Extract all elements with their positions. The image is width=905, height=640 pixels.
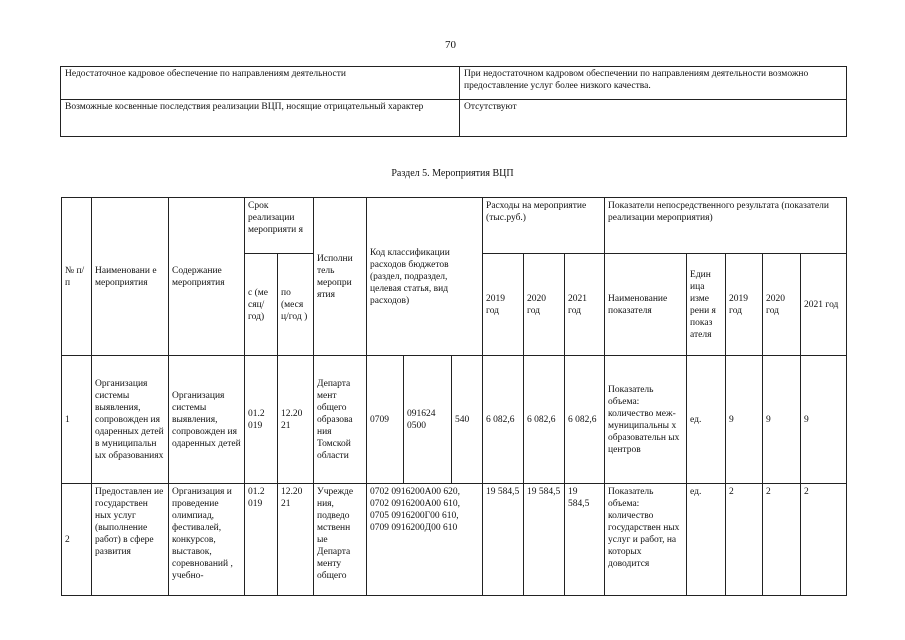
row-executor: Учрежде ния, подведо мственн ые Департа менту общего <box>314 484 367 596</box>
row-code-article: 091624 0500 <box>404 356 452 484</box>
header-exp-2021: 2021 год <box>565 254 605 356</box>
header-ind-2019: 2019 год <box>726 254 763 356</box>
header-code: Код классификации расходов бюджетов (раздел, подраздел, целевая статья, вид расходов) <box>367 198 483 356</box>
row-value-2019: 9 <box>726 356 763 484</box>
row-indicator-name: Показатель объема: количество меж-муниципальны х образовательн ых центров <box>605 356 687 484</box>
risk-consequence: Отсутствуют <box>460 100 847 137</box>
row-unit: ед. <box>687 356 726 484</box>
row-exp-2021: 19 584,5 <box>565 484 605 596</box>
row-exp-2019: 6 082,6 <box>483 356 524 484</box>
row-exp-2020: 19 584,5 <box>524 484 565 596</box>
page-number: 70 <box>445 39 456 51</box>
risk-row <box>61 67 847 100</box>
row-exp-2021: 6 082,6 <box>565 356 605 484</box>
row-value-2020: 9 <box>763 356 801 484</box>
row-value-2020: 2 <box>763 484 801 596</box>
header-executor: Исполни тель меропри ятия <box>314 198 367 356</box>
row-from: 01.2 019 <box>245 484 278 596</box>
row-exp-2019: 19 584,5 <box>483 484 524 596</box>
row-content: Организация системы выявления, сопровожден ия одаренных детей <box>169 356 245 484</box>
header-name: Наименовани е мероприятия <box>92 198 169 356</box>
risk-consequence: При недостаточном кадровом обеспечении по направлениям деятельности возможно предоставление услуг более низкого качества. <box>460 67 847 100</box>
header-unit: Един ица изме рени я показ ателя <box>687 254 726 356</box>
header-term: Срок реализации мероприяти я <box>245 198 314 254</box>
row-to: 12.20 21 <box>278 356 314 484</box>
risk-description: Возможные косвенные последствия реализации ВЦП, носящие отрицательный характер <box>61 100 460 137</box>
header-exp-2020: 2020 год <box>524 254 565 356</box>
section-title: Раздел 5. Мероприятия ВЦП <box>391 168 514 179</box>
header-row <box>62 198 847 254</box>
header-exp-2019: 2019 год <box>483 254 524 356</box>
measures-table <box>61 197 847 596</box>
row-code-section: 0709 <box>367 356 404 484</box>
row-to: 12.20 21 <box>278 484 314 596</box>
risk-table <box>60 66 847 137</box>
risk-row <box>61 100 847 137</box>
row-from: 01.2 019 <box>245 356 278 484</box>
row-name: Предоставлен ие государствен ных услуг (выполнение работ) в сфере развития <box>92 484 169 596</box>
row-codes: 0702 0916200А00 620, 0702 0916200А00 610, 0705 0916200Г00 610, 0709 0916200Д00 610 <box>367 484 483 596</box>
table-row <box>62 484 847 596</box>
row-value-2021: 9 <box>801 356 847 484</box>
header-expenses: Расходы на мероприятие (тыс.руб.) <box>483 198 605 254</box>
row-num: 1 <box>62 356 92 484</box>
row-value-2021: 2 <box>801 484 847 596</box>
row-exp-2020: 6 082,6 <box>524 356 565 484</box>
row-code-type: 540 <box>452 356 483 484</box>
row-num: 2 <box>62 484 92 596</box>
row-content: Организация и проведение олимпиад, фестивалей, конкурсов, выставок, соревнований , учебно- <box>169 484 245 596</box>
row-unit: ед. <box>687 484 726 596</box>
header-ind-2020: 2020 год <box>763 254 801 356</box>
header-content: Содержание мероприятия <box>169 198 245 356</box>
row-value-2019: 2 <box>726 484 763 596</box>
header-indicator-name: Наименование показателя <box>605 254 687 356</box>
header-term-from: с (ме сяц/ год) <box>245 254 278 356</box>
header-term-to: по (меся ц/год ) <box>278 254 314 356</box>
header-ind-2021: 2021 год <box>801 254 847 356</box>
header-num: № п/п <box>62 198 92 356</box>
row-executor: Департа мент общего образова ния Томской области <box>314 356 367 484</box>
risk-description: Недостаточное кадровое обеспечение по направлениям деятельности <box>61 67 460 100</box>
row-indicator-name: Показатель объема: количество государствен ных услуг и работ, на которых доводится <box>605 484 687 596</box>
table-row <box>62 356 847 484</box>
row-name: Организация системы выявления, сопровожден ия одаренных детей в муниципальн ых образованиях <box>92 356 169 484</box>
header-indicators: Показатели непосредственного результата (показатели реализации мероприятия) <box>605 198 847 254</box>
